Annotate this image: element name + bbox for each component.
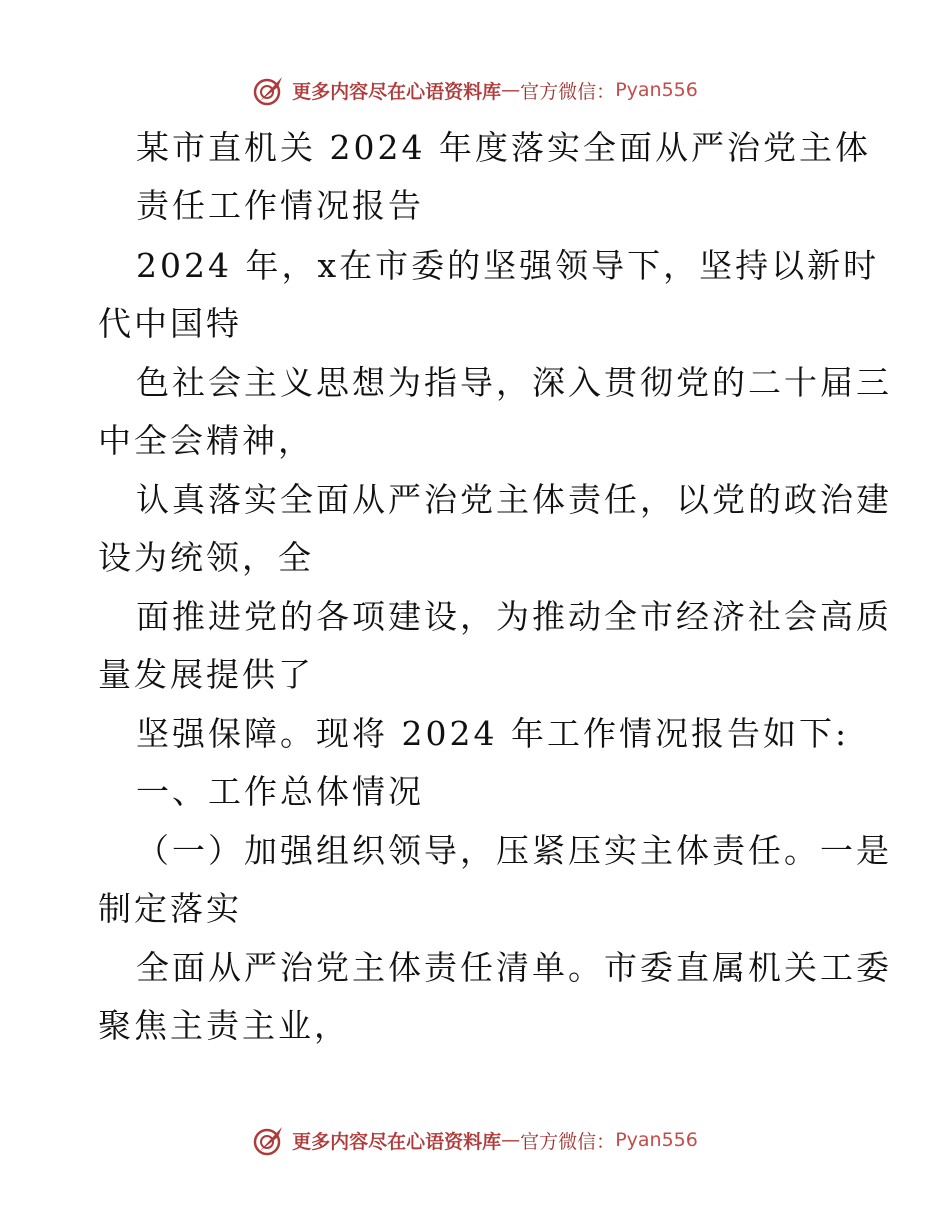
- body-line: 制定落实: [98, 889, 242, 928]
- banner-wechat-id: Pyan556: [615, 1129, 698, 1151]
- footer-banner: [0, 1122, 950, 1158]
- body-line: 色社会主义思想为指导，深入贯彻党的二十届三: [136, 363, 892, 402]
- banner-wechat-label: 官方微信：: [520, 1130, 616, 1153]
- banner-site-name: 更多内容尽在心语资料库: [292, 1130, 502, 1153]
- section-heading: 一、工作总体情况: [136, 772, 424, 811]
- subsection-heading: （一）加强组织领导，压紧压实主体责任。一是: [136, 831, 892, 870]
- body-line: 量发展提供了: [98, 655, 314, 694]
- body-line: 聚焦主责主业，: [98, 1006, 350, 1045]
- body-line: 面推进党的各项建设，为推动全市经济社会高质: [136, 597, 892, 636]
- banner-dash: —: [501, 1129, 521, 1151]
- banner-wechat-label: 官方微信：: [520, 80, 616, 103]
- quill-logo-icon: [252, 73, 286, 107]
- document-title-line-1: 某市直机关 2024 年度落实全面从严治党主体: [136, 128, 871, 167]
- quill-logo-icon: [252, 1123, 286, 1157]
- body-line: 代中国特: [98, 304, 242, 343]
- banner-wechat-id: Pyan556: [615, 79, 698, 101]
- body-line: 2024 年，x在市委的坚强领导下，坚持以新时: [136, 246, 880, 285]
- body-line: 中全会精神，: [98, 421, 314, 460]
- body-line: 认真落实全面从严治党主体责任，以党的政治建: [136, 480, 892, 519]
- body-line: 全面从严治党主体责任清单。市委直属机关工委: [136, 948, 892, 987]
- header-banner: [0, 72, 950, 108]
- banner-dash: —: [501, 79, 521, 101]
- body-line: 设为统领，全: [98, 538, 314, 577]
- body-line: 坚强保障。现将 2024 年工作情况报告如下:: [136, 714, 850, 753]
- banner-site-name: 更多内容尽在心语资料库: [292, 80, 502, 103]
- document-title-line-2: 责任工作情况报告: [136, 186, 424, 225]
